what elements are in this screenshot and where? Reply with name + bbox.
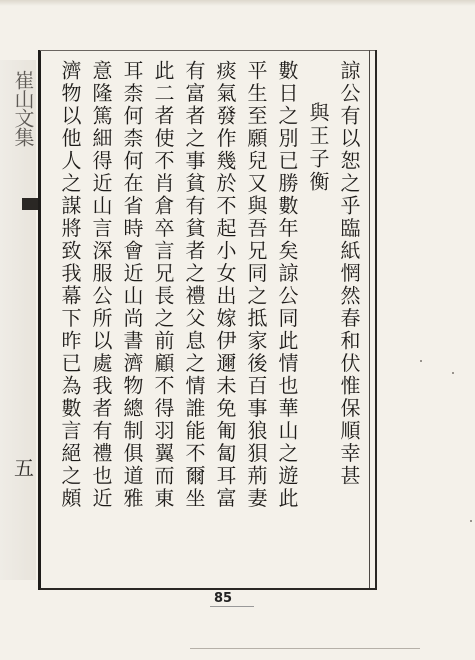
text-column-6: 有富者之事貧有貧者之禮父息之情誰能不爾坐	[182, 60, 206, 510]
page-number: 85	[214, 591, 233, 606]
text-column-8: 耳柰何柰何在省時會近山尚書濟物總制俱道雅	[120, 60, 144, 510]
scan-speck	[452, 372, 454, 374]
inner-right-border	[369, 50, 370, 588]
top-border-line	[40, 50, 375, 51]
text-block	[46, 60, 364, 580]
scan-bottom-rule	[190, 648, 420, 649]
scan-speck	[470, 520, 472, 522]
outer-right-border	[375, 50, 377, 588]
scan-speck	[420, 360, 422, 362]
gutter-block-mark	[22, 198, 38, 210]
text-column-1: 諒公有以恕之乎臨紙惘然春和伏惟保順幸甚	[337, 60, 361, 488]
text-column-3: 數日之別已勝數年矣諒公同此情也華山之遊此	[275, 60, 299, 510]
scan-edge	[0, 0, 475, 6]
text-column-4: 平生至願兒又與吾兄同之抵家後百事狼狽荊妻	[244, 60, 268, 510]
footer-rule	[210, 606, 254, 607]
text-column-9: 意隆篤細得近山言深服公所以處我者有禮也近	[89, 60, 113, 510]
bottom-border-line	[40, 588, 377, 590]
text-column-10: 濟物以他人之謀將致我幕下昨已為數言絕之頗	[58, 60, 82, 510]
gutter-page-mark: 五	[14, 456, 34, 480]
text-column-5: 痰氣發作幾於不起小女出嫁伊邇未免匍匐耳富	[213, 60, 237, 510]
text-column-7: 此二者使不肖倉卒言兄長之前顧不得羽翼而東	[151, 60, 175, 510]
left-border-line	[38, 50, 41, 590]
gutter-book-title: 崔山文集	[11, 70, 35, 146]
letter-heading: 與王子衡	[306, 102, 330, 194]
